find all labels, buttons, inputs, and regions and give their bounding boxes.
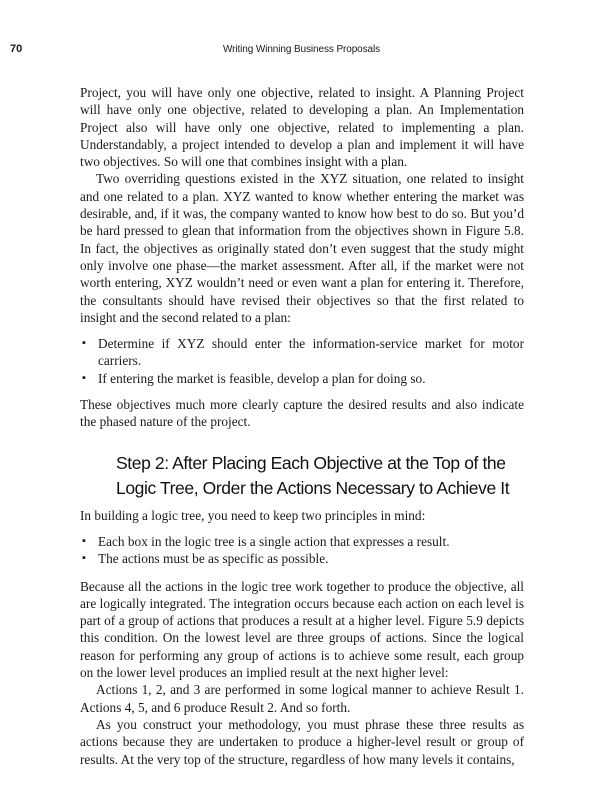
list-item-text: Determine if XYZ should enter the information-service market for motor carriers. <box>98 336 524 369</box>
list-item <box>80 533 524 550</box>
list-item <box>80 335 524 370</box>
paragraph: Because all the actions in the logic tree work together to produce the objective, all are logically integrated. The integration occurs because each action on each level is part of a group of actions that produces a result at a higher level. Figure 5.9 depicts this condition. On the lowest level are three groups of actions. Since the logical reason for performing any group of actions is to achieve some result, each group on the lower level produces an implied result at the next higher level: <box>80 578 524 681</box>
objective-list <box>80 335 524 387</box>
principles-list <box>80 533 524 568</box>
paragraph: Project, you will have only one objective, related to insight. A Planning Project will have only one objective, related to developing a plan. An Implementation Project also will have only one objective, related to implementing a plan. Understandably, a project intended to develop a plan and implement it will have two objectives. So will one that combines insight with a plan. <box>80 85 524 170</box>
running-title: Writing Winning Business Proposals <box>222 44 381 55</box>
square-bullet-icon: ▪ <box>82 552 86 565</box>
square-bullet-icon: ▪ <box>82 534 86 547</box>
list-item-text: Each box in the logic tree is a single action that expresses a result. <box>98 533 450 549</box>
list-item <box>80 370 524 387</box>
square-bullet-icon: ▪ <box>82 371 86 384</box>
page-number: 70 <box>10 43 23 55</box>
list-item-text: The actions must be as specific as possible. <box>98 551 329 567</box>
paragraph: In building a logic tree, you need to keep two principles in mind: <box>80 507 426 523</box>
section-heading: Step 2: After Placing Each Objective at the Top of the Logic Tree, Order the Actions Necessary to Achieve It <box>116 452 510 498</box>
square-bullet-icon: ▪ <box>82 337 86 350</box>
page-body <box>80 84 524 768</box>
paragraph: These objectives much more clearly capture the desired results and also indicate the phased nature of the project. <box>80 397 524 430</box>
list-item <box>80 550 524 567</box>
list-item-text: If entering the market is feasible, develop a plan for doing so. <box>98 370 426 386</box>
paragraph: Actions 1, 2, and 3 are performed in some logical manner to achieve Result 1. Actions 4, 5, and 6 produce Result 2. And so forth. <box>80 682 524 715</box>
paragraph: Two overriding questions existed in the XYZ situation, one related to insight and one related to a plan. XYZ wanted to know whether entering the market was desirable, and, if it was, the company wanted to know how best to do so. But you’d be hard pressed to glean that information from the objectives shown in Figure 5.8. In fact, the objectives as originally stated don’t even suggest that the study might only involve one phase—the market assessment. After all, if the market were not worth entering, XYZ wouldn’t need or even want a plan for entering it. Therefore, the consultants should have revised their objectives so that the first related to insight and the second related to a plan: <box>80 171 524 325</box>
paragraph: As you construct your methodology, you must phrase these three results as actions because they are undertaken to produce a higher-level result or group of results. At the very top of the structure, regardless of how many levels it contains, <box>80 716 524 767</box>
